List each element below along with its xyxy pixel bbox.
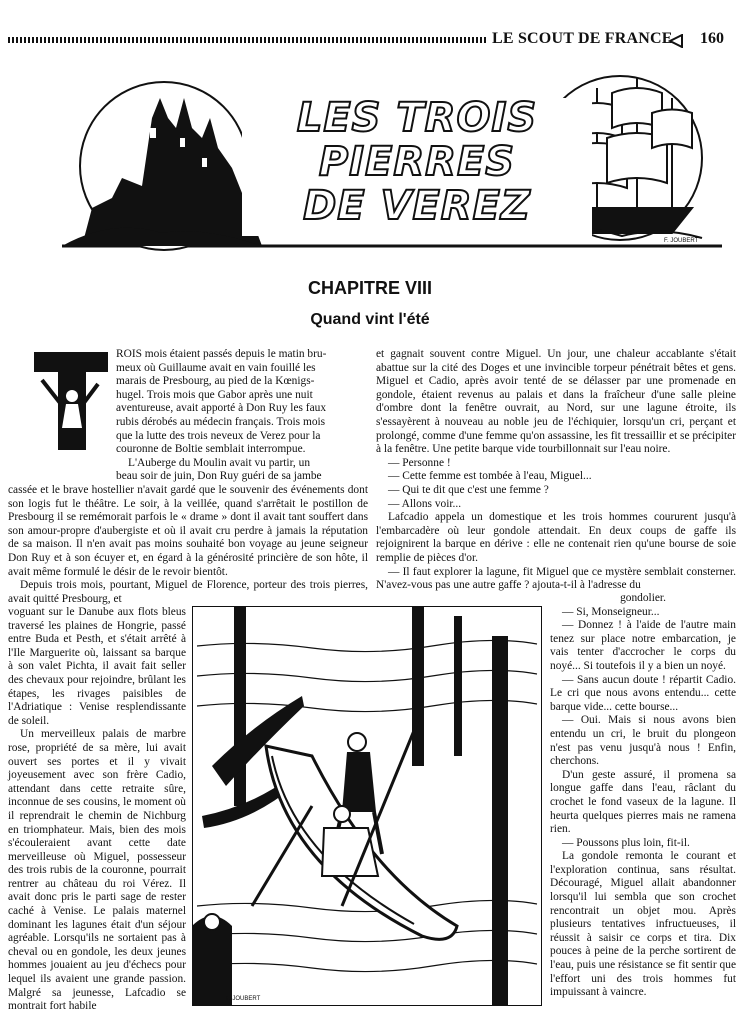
intro-line: meux où Guillaume avait en vain fouillé les	[116, 361, 316, 374]
intro-line: ROIS mois étaient passés depuis le matin bru-	[116, 348, 327, 360]
magazine-title: LE SCOUT DE FRANCE	[492, 30, 673, 47]
banner-signature: F. JOUBERT	[664, 238, 699, 244]
article-left-full	[8, 484, 368, 606]
intro-line: L'Auberge du Moulin avait vu partir, un	[128, 456, 311, 469]
article-intro	[116, 348, 368, 484]
gondola-illustration	[192, 606, 542, 1006]
article-left-narrow	[8, 606, 186, 1014]
mooring-post-lamp	[192, 914, 232, 1006]
paragraph: — Il faut explorer la lagune, fit Miguel que ce mystère semblait consterner. N'avez-vous pas une autre gaffe ? ajouta-t-il à l'adresse du	[376, 565, 736, 592]
paragraph: Depuis trois mois, pourtant, Miguel de Florence, porteur des trois pierres, avait quitté Presbourg, et	[8, 579, 368, 605]
paragraph: D'un geste assuré, il promena sa longue gaffe dans l'eau, râclant du crochet le fond vaseux de la lagune. Il heurta quelques pierres mais ne ramena rien.	[550, 768, 736, 836]
dialogue-line: — Qui te dit que c'est une femme ?	[388, 483, 549, 496]
intro-line: rubis dérobés au médecin français. Trois mois	[116, 415, 326, 428]
page-header	[0, 22, 744, 56]
dialogue-line: — Personne !	[388, 456, 451, 469]
dialogue-line: — Oui. Mais si nous avons bien entendu un cri, le bruit du plongeon n'est pas venu jusqu'à nous ! Enfin, cherchons.	[550, 714, 736, 768]
article-right-narrow	[550, 592, 736, 1000]
paragraph: voguant sur le Danube aux flots bleus traversé les plaines de Hongrie, passé entre Buda et Pesth, et s'était arrêté à l'Ile Marguerite où, laissant sa barque à son valet Pichta, il avait fait seller des chevaux pour rejoindre, brûlant les étapes, les rivages paisibles de l'Adriatique : Venise resplendissante de soleil.	[8, 606, 186, 727]
banner-title	[262, 96, 572, 228]
dialogue-line: — Donnez ! à l'aide de l'autre main tenez sur place notre embarcation, je vais tenter d'accrocher le corps du noyé... Si toutefois il y a bien un noyé.	[550, 619, 736, 672]
chapter-title: CHAPITRE VIII	[307, 278, 432, 298]
page-number: 160	[700, 30, 724, 47]
dialogue-line: — Sans aucun doute ! répartit Cadio. Le cri que nous avons entendu... cette barque vide... cette bourse...	[550, 673, 736, 713]
article-right-top	[376, 348, 736, 593]
dropcap-t-illustration	[28, 350, 110, 454]
dialogue-line: — Cette femme est tombée à l'eau, Miguel...	[388, 470, 592, 483]
paragraph: cassée et le brave hostellier n'avait gardé que le souvenir des événements dont son logis fut le théâtre. Le soir, à la veillée, quand s'arrêtait le postillon de Presbourg il se remémorait parfois le « drame » dont il avait tant souffert dans son amour-propre d'aubergiste et où il avait cru perdre à jamais la réputation de sa maison. Il n'en avait pas moins souhaité bon voyage au jeune seigneur Don Ruy et à son écuyer et, en égard à la générosité princière de son hôte, il avait même formulé le désir de le revoir bientôt.	[8, 484, 368, 578]
title-banner	[52, 58, 732, 252]
paragraph: gondolier.	[620, 592, 666, 604]
header-dotted-rule	[8, 37, 486, 43]
dialogue-line: — Si, Monseigneur...	[562, 605, 660, 618]
dialogue-line: — Poussons plus loin, fit-il.	[562, 836, 690, 849]
intro-line: hugel. Trois mois que Gabor après une nuit	[116, 388, 313, 401]
intro-line: aventureuse, avait apporté à Don Ruy les faux	[116, 402, 327, 415]
banner-title-line3: DE VEREZ	[303, 183, 531, 229]
illustration-signature: F. JOUBERT	[226, 996, 261, 1002]
triangle-icon	[668, 34, 684, 48]
paragraph: Un merveilleux palais de marbre rose, propriété de sa mère, lui avait ouvert ses portes et il y vivait joyeusement avec son frère Cadio, attendant dans cette retraite sûre, inconnue de ses cousins, le moment où il reprendrait le chemin de Nichburg en triomphateur. Mais, bien des mois s'écouleraient avant cette date merveilleuse où Miguel, possesseur des trois rubis de la couronne, pourrait rentrer au château du roi Vérez. Il avait donc pris le parti sage de rester caché à Venise. Le palais maternel dominant les lagunes était d'un séjour agréable. Lorsqu'ils ne sortaient pas à cheval ou en gondole, les deux jeunes hommes jouaient au jeu d'échecs pour lequel ils avaient une grande passion. Malgré sa jeunesse, Lafcadio se montrait fort habile	[8, 728, 186, 1013]
chapter-subtitle: Quand vint l'été	[310, 311, 430, 328]
paragraph: La gondole remonta le courant et l'exploration continua, sans résultat. Découragé, Miguel allait abandonner lorsqu'il lui sembla que son crochet rencontrait un objet mou. Après plusieurs tentatives infructueuses, il réussit à saisir ce corps et tira. Dix pouces à peine de la perche sortirent de l'eau, puis une résistance se fit sentir que l'effort uni des trois hommes fut impuissant à vaincre.	[550, 850, 736, 999]
intro-line: couronne de Boltie semblait interrompue.	[116, 443, 306, 456]
paragraph: et gagnait souvent contre Miguel. Un jour, une chaleur accablante s'était abattue sur la cité des Doges et une invincible torpeur pénétrait bêtes et gens. Miguel et Cadio, après avoir tenté de se délasser par une promenade en gondole, étaient revenus au palais et dans la fraîcheur d'une salle pleine d'ombre dont la fenêtre ouvrait, au Nord, sur une lagune étroite, ils s'essayèrent à nouveau au noble jeu de l'échiquier, lorsqu'un cri, perçant et prolongé, comme d'une femme qu'on assassine, les fit tressaillir et se précipiter à la fenêtre. Une petite barque vide tourbillonnait sur l'eau noire.	[376, 348, 736, 456]
paragraph: Lafcadio appela un domestique et les trois hommes coururent jusqu'à l'embarcadère où leur gondole attendait. En deux coups de gaffe ils rejoignirent la barque en dérive : elle ne contenait rien qu'une bourse de soie remplie de pièces d'or.	[376, 511, 736, 564]
banner-title-line2: PIERRES	[318, 139, 516, 185]
intro-line: que la lutte des trois neveux de Verez pour la	[116, 429, 321, 442]
dialogue-line: — Allons voir...	[388, 497, 462, 510]
banner-title-line1: LES TROIS	[296, 95, 538, 141]
intro-line: beau soir de juin, Don Ruy guéri de sa jambe	[116, 470, 322, 483]
intro-line: marais de Presbourg, au pied de la Kœnigs-	[116, 375, 315, 388]
